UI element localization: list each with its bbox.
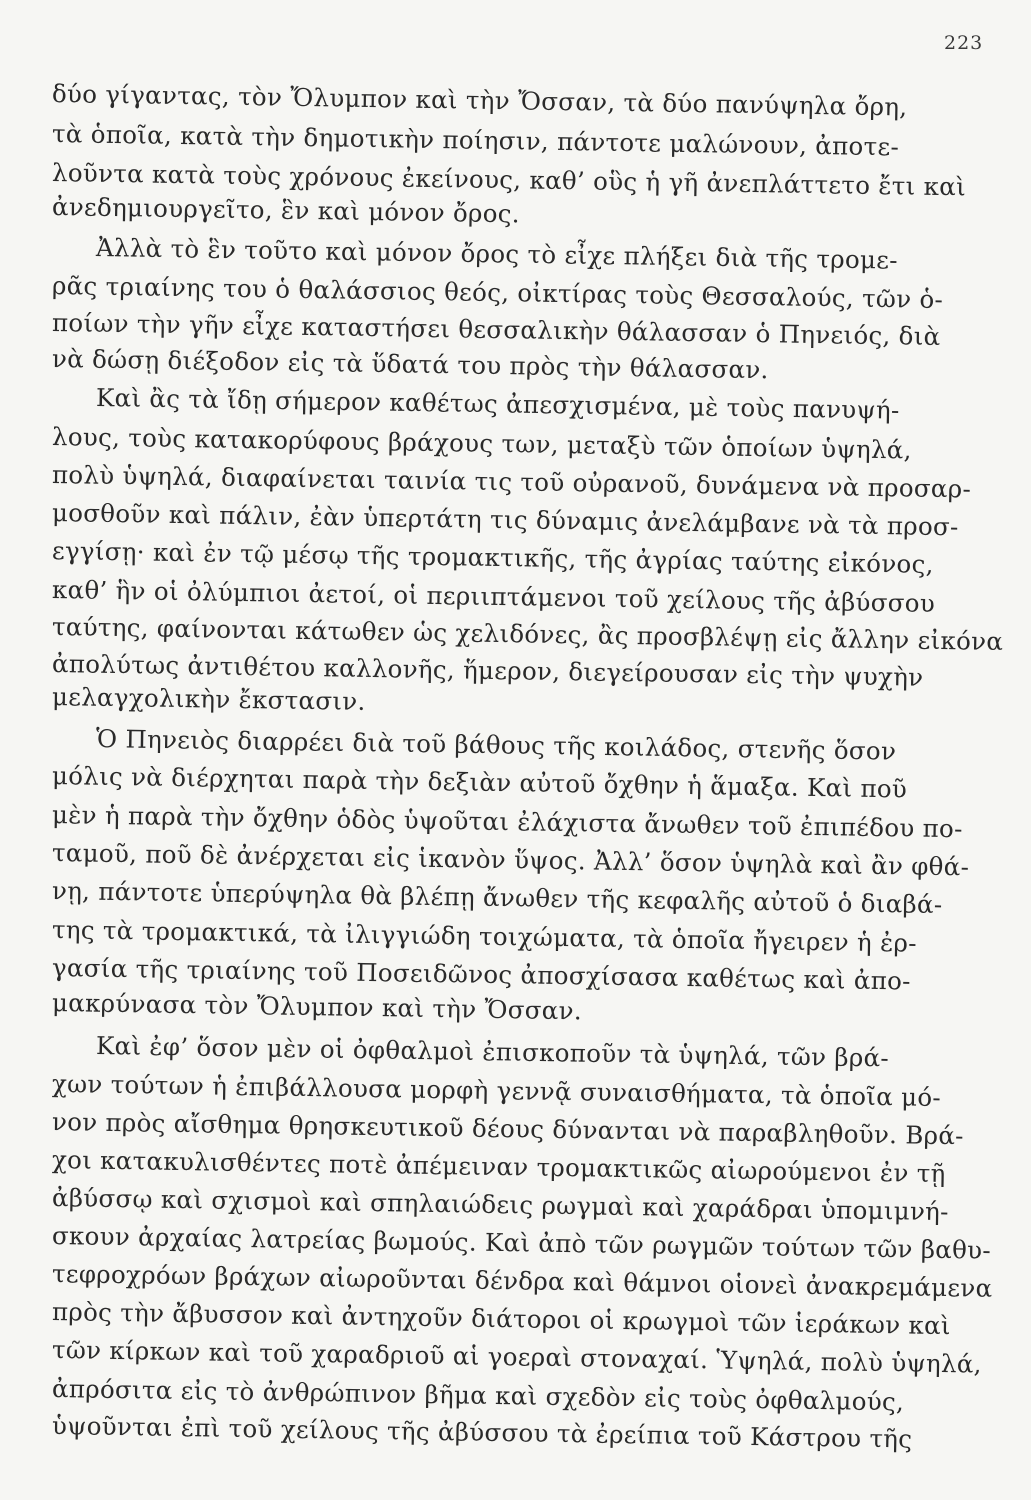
- text-line: ταύτης, φαίνονται κάτωθεν ὡς χελιδόνες, ἂς προσβλέψῃ εἰς ἄλλην εἰκόνα: [51, 612, 1004, 656]
- text-line: Καὶ ἂς τὰ ἴδῃ σήμερον καθέτως ἀπεσχισμένα, μὲ τοὺς πανυψή-: [95, 383, 900, 425]
- text-line: λους, τοὺς κατακορύφους βράχους των, μεταξὺ τῶν ὁποίων ὑψηλά,: [51, 422, 912, 465]
- text-line: Ὁ Πηνειὸς διαρρέει διὰ τοῦ βάθους τῆς κοιλάδος, στενῆς ὅσον: [95, 724, 897, 766]
- text-line: νῃ, πάντοτε ὑπερύψηλα θὰ βλέπῃ ἄνωθεν τῆς κεφαλῆς αὐτοῦ ὁ διαβά-: [51, 876, 943, 919]
- text-line: πρὸς τὴν ἄβυσσον καὶ ἀντηχοῦν διάτοροι οἱ κρωγμοὶ τῶν ἱεράκων καὶ: [51, 1297, 952, 1341]
- text-line: χων τούτων ἡ ἐπιβάλλουσα μορφὴ γεννᾷ συναισθήματα, τὰ ὁποῖα μό-: [51, 1069, 942, 1112]
- text-line: τεφροχρόων βράχων αἰωροῦνται δένδρα καὶ θάμνοι οἱονεὶ ἀνακρεμάμενα: [51, 1259, 993, 1303]
- text-line: μοσθοῦν καὶ πάλιν, ἐὰν ὑπερτάτη τις δύναμις ἀνελάμβανε νὰ τὰ προσ-: [51, 498, 959, 542]
- text-line: νὰ δώσῃ διέξοδον εἰς τὰ ὕδατά του πρὸς τὴν θάλασσαν.: [51, 344, 769, 385]
- text-line: ἀπρόσιτα εἰς τὸ ἀνθρώπινον βῆμα καὶ σχεδὸν εἰς τοὺς ὀφθαλμούς,: [51, 1374, 905, 1417]
- text-line: ἀνεδημιουργεῖτο, ἓν καὶ μόνον ὄρος.: [51, 192, 521, 229]
- text-line: μελαγχολικὴν ἔκστασιν.: [51, 682, 366, 716]
- text-line: ὑψοῦνται ἐπὶ τοῦ χείλους τῆς ἀβύσσου τὰ ἐρείπια τοῦ Κάστρου τῆς: [51, 1411, 913, 1454]
- text-line: χοι κατακυλισθέντες ποτὲ ἀπέμειναν τρομακτικῶς αἰωρούμενοι ἐν τῇ: [51, 1145, 946, 1189]
- text-line: πολὺ ὑψηλά, διαφαίνεται ταινία τις τοῦ οὐρανοῦ, δυνάμενα νὰ προσαρ-: [51, 460, 972, 504]
- text-line: μὲν ἡ παρὰ τὴν ὄχθην ὁδὸς ὑψοῦται ἐλάχιστα ἄνωθεν τοῦ ἐπιπέδου πο-: [51, 800, 963, 844]
- text-line: σκουν ἀρχαίας λατρείας βωμούς. Καὶ ἀπὸ τῶν ρωγμῶν τούτων τῶν βαθυ-: [51, 1221, 992, 1265]
- text-line: καθ’ ἣν οἱ ὀλύμπιοι ἀετοί, οἱ περιιπτάμενοι τοῦ χείλους τῆς ἀβύσσου: [51, 575, 936, 618]
- text-line: ποίων τὴν γῆν εἶχε καταστήσει θεσσαλικὴν θάλασσαν ὁ Πηνειός, διὰ: [51, 308, 941, 351]
- text-line: Ἀλλὰ τὸ ἓν τοῦτο καὶ μόνον ὄρος τὸ εἶχε πλήξει διὰ τῆς τρομε-: [95, 233, 899, 275]
- text-line: νον πρὸς αἴσθημα θρησκευτικοῦ δέους δύνανται νὰ παραβληθοῦν. Βρά-: [51, 1107, 964, 1151]
- text-line: δύο γίγαντας, τὸν Ὄλυμπον καὶ τὴν Ὄσσαν, τὰ δύο πανύψηλα ὄρη,: [51, 79, 908, 122]
- text-line: ἀβύσσῳ καὶ σχισμοὶ καὶ σπηλαιώδεις ρωγμαὶ καὶ χαράδραι ὑπομιμνή-: [51, 1183, 949, 1227]
- text-line: ἀπολύτως ἀντιθέτου καλλονῆς, ἥμερον, διεγείρουσαν εἰς τὴν ψυχὴν: [51, 649, 924, 692]
- text-line: μακρύνασα τὸν Ὄλυμπον καὶ τὴν Ὄσσαν.: [51, 988, 583, 1026]
- text-line: τὰ ὁποῖα, κατὰ τὴν δημοτικὴν ποίησιν, πάντοτε μαλώνουν, ἀποτε-: [51, 119, 900, 162]
- text-line: τῶν κίρκων καὶ τοῦ χαραδριοῦ αἱ γοεραὶ στοναχαί. Ὑψηλά, πολὺ ὑψηλά,: [51, 1335, 982, 1379]
- text-line: Καὶ ἐφ’ ὅσον μὲν οἱ ὀφθαλμοὶ ἐπισκοποῦν τὰ ὑψηλά, τῶν βρά-: [95, 1031, 890, 1073]
- text-line: ταμοῦ, ποῦ δὲ ἀνέρχεται εἰς ἱκανὸν ὕψος. Ἀλλ’ ὅσον ὑψηλὰ καὶ ἂν φθά-: [51, 838, 970, 882]
- text-line: λοῦντα κατὰ τοὺς χρόνους ἐκείνους, καθ’ οὓς ἡ γῆ ἀνεπλάττετο ἔτι καὶ: [51, 158, 967, 202]
- text-line: γασία τῆς τριαίνης τοῦ Ποσειδῶνος ἀποσχίσασα καθέτως καὶ ἀπο-: [51, 953, 912, 996]
- text-line: ρᾶς τριαίνης του ὁ θαλάσσιος θεός, οἰκτίρας τοὺς Θεσσαλούς, τῶν ὁ-: [51, 271, 944, 314]
- text-line: μόλις νὰ διέρχηται παρὰ τὴν δεξιὰν αὐτοῦ ὄχθην ἡ ἅμαξα. Καὶ ποῦ: [51, 761, 908, 804]
- page-number: 223: [944, 32, 984, 54]
- text-line: εγγίσῃ· καὶ ἐν τῷ μέσῳ τῆς τρομακτικῆς, τῆς ἀγρίας ταύτης εἰκόνος,: [51, 536, 934, 579]
- text-line: της τὰ τρομακτικά, τὰ ἰλιγγιώδη τοιχώματα, τὰ ὁποῖα ἤγειρεν ἡ ἐρ-: [51, 915, 918, 958]
